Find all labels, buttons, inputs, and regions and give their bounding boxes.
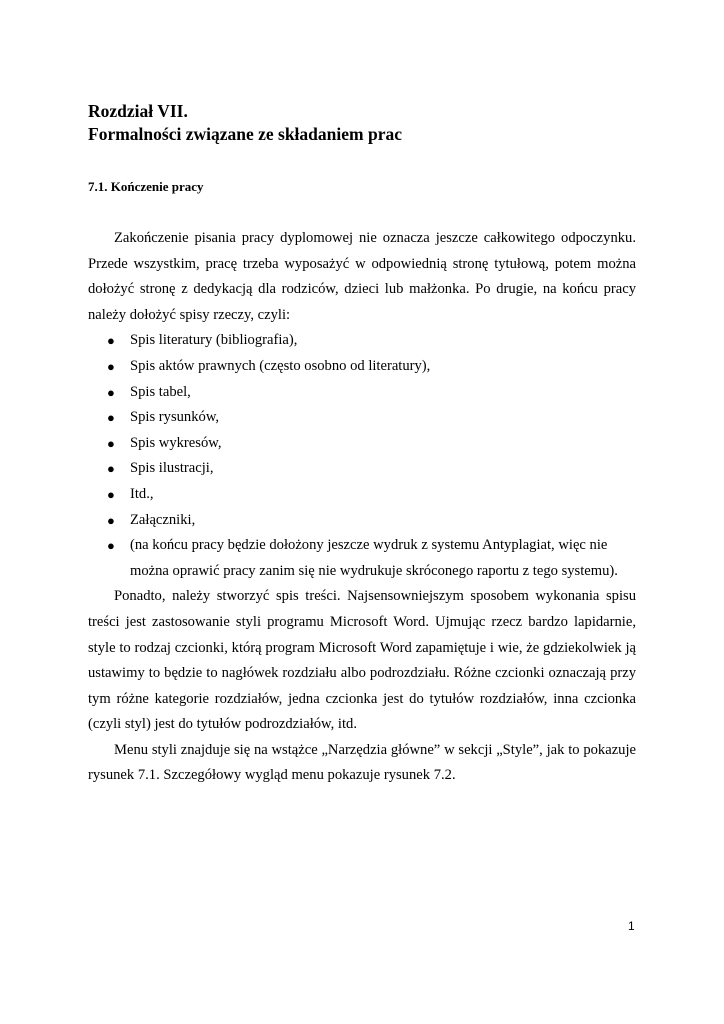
bullet-icon: ● <box>107 333 115 349</box>
bullet-list <box>88 328 636 584</box>
list-item <box>88 508 636 534</box>
bullet-icon: ● <box>107 358 115 374</box>
list-item-text: Spis literatury (bibliografia), <box>130 332 298 349</box>
bullet-icon: ● <box>107 486 115 502</box>
list-item <box>88 354 636 380</box>
bullet-icon: ● <box>107 435 115 451</box>
section-title: 7.1. Kończenie pracy <box>88 179 204 194</box>
list-item <box>88 482 636 508</box>
list-item-text: Itd., <box>130 485 154 502</box>
paragraph-intro: Zakończenie pisania pracy dyplomowej nie oznacza jeszcze całkowitego odpoczynku. Przede wszystkim, pracę trzeba wyposażyć w odpowiednią stronę tytułową, potem można dołożyć stronę z dedykacją dla rodziców, dzieci lub małżonka. Po drugie, na końcu pracy należy dołożyć spisy rzeczy, czyli: <box>88 230 636 323</box>
list-item-text: Spis aktów prawnych (często osobno od literatury), <box>130 357 431 374</box>
list-item-text: Spis tabel, <box>130 383 191 400</box>
list-item <box>88 405 636 431</box>
bullet-icon: ● <box>107 538 115 554</box>
list-item <box>88 328 636 354</box>
bullet-icon: ● <box>107 384 115 400</box>
chapter-name: Formalności związane ze składaniem prac <box>88 124 402 144</box>
list-item <box>88 533 636 584</box>
bullet-icon: ● <box>107 512 115 528</box>
list-item-text: Załączniki, <box>130 511 196 528</box>
list-item-text: (na końcu pracy będzie dołożony jeszcze wydruk z systemu Antyplagiat, więc nie można oprawić pracy zanim się nie wydrukuje skróconego raportu z tego systemu). <box>130 537 618 579</box>
page-number: 1 <box>628 919 635 933</box>
body-text <box>88 226 636 789</box>
bullet-icon: ● <box>107 410 115 426</box>
list-item-text: Spis wykresów, <box>130 434 222 451</box>
list-item-text: Spis ilustracji, <box>130 460 214 477</box>
chapter-number: Rozdział VII. <box>88 101 188 121</box>
list-item <box>88 431 636 457</box>
chapter-title <box>88 100 648 146</box>
list-item <box>88 380 636 406</box>
list-item <box>88 456 636 482</box>
paragraph-styles: Ponadto, należy stworzyć spis treści. Najsensowniejszym sposobem wykonania spisu treści jest zastosowanie styli programu Microsoft Word. Ujmując rzecz bardzo lapidarnie, style to rodzaj czcionki, którą program Microsoft Word zapamiętuje i wie, że gdziekolwiek ją ustawimy to będzie to nagłówek rozdziału albo podrozdziału. Różne czcionki oznaczają przy tym różne kategorie rozdziałów, jedna czcionka jest do tytułów rozdziałów, inna czcionka (czyli styl) jest do tytułów podrozdziałów, itd. <box>88 588 636 733</box>
bullet-icon: ● <box>107 461 115 477</box>
paragraph-menu: Menu styli znajduje się na wstążce „Narzędzia główne” w sekcji „Style”, jak to pokazuje rysunek 7.1. Szczegółowy wygląd menu pokazuje rysunek 7.2. <box>88 741 636 784</box>
list-item-text: Spis rysunków, <box>130 409 220 426</box>
